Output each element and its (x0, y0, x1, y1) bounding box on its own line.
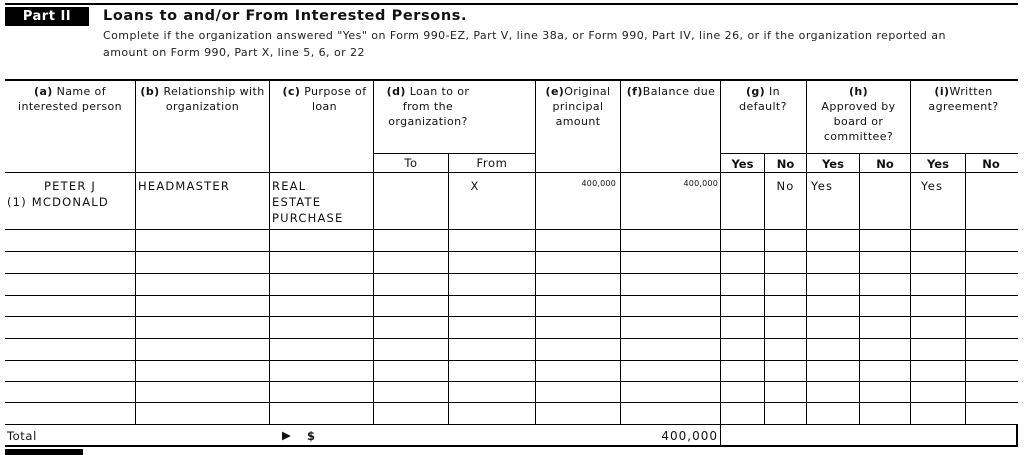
header-col-d: (d) Loan to or from the organization? (386, 85, 470, 128)
table-row-written-yes: Yes (921, 179, 944, 193)
part-badge: Part II (5, 7, 89, 26)
part-instructions: Complete if the organization answered "Yes" on Form 990-EZ, Part V, line 38a, or Form 990, Part IV, line 26, or if the organization reported an amount on Form 990, Part X, line 5, 6, or 22 (103, 29, 946, 59)
subheader-h-yes: Yes (822, 157, 844, 171)
subheader-g-yes: Yes (731, 157, 754, 171)
header-col-e: (e)Original principal amount (545, 85, 611, 128)
table-row-loan-from: X (470, 179, 480, 193)
header-col-g: (g) In default? (739, 85, 787, 113)
total-label: Total (7, 429, 37, 443)
table-row-balance-due: 400,000 (683, 179, 718, 188)
table-row-relationship: HEADMASTER (138, 179, 231, 193)
next-part-badge (5, 449, 83, 455)
subheader-i-no: No (982, 157, 1000, 171)
top-rule (5, 3, 1018, 5)
total-currency: $ (307, 429, 316, 443)
table-row-approved-yes: Yes (811, 179, 834, 193)
header-col-a: (a) Name of interested person (18, 85, 122, 113)
table-row-original-amount: 400,000 (581, 179, 616, 188)
total-value: 400,000 (661, 429, 718, 443)
header-col-i: (i)Written agreement? (928, 85, 999, 113)
table-row-default-no: No (776, 179, 795, 193)
table-row-name: PETER J (1) MCDONALD (7, 179, 109, 209)
part-title: Loans to and/or From Interested Persons. (103, 8, 468, 24)
subheader-to: To (404, 156, 418, 170)
subheader-from: From (476, 156, 508, 170)
header-col-b: (b) Relationship with organization (140, 85, 265, 113)
arrow-icon: ▶ (282, 428, 291, 442)
table-row-purpose: REAL ESTATE PURCHASE (272, 179, 344, 225)
header-col-h: (h) Approved by board or committee? (821, 85, 896, 143)
header-col-f: (f)Balance due (626, 85, 716, 98)
header-col-c: (c) Purpose of loan (282, 85, 367, 113)
subheader-i-yes: Yes (927, 157, 949, 171)
subheader-g-no: No (776, 157, 795, 171)
subheader-h-no: No (876, 157, 894, 171)
